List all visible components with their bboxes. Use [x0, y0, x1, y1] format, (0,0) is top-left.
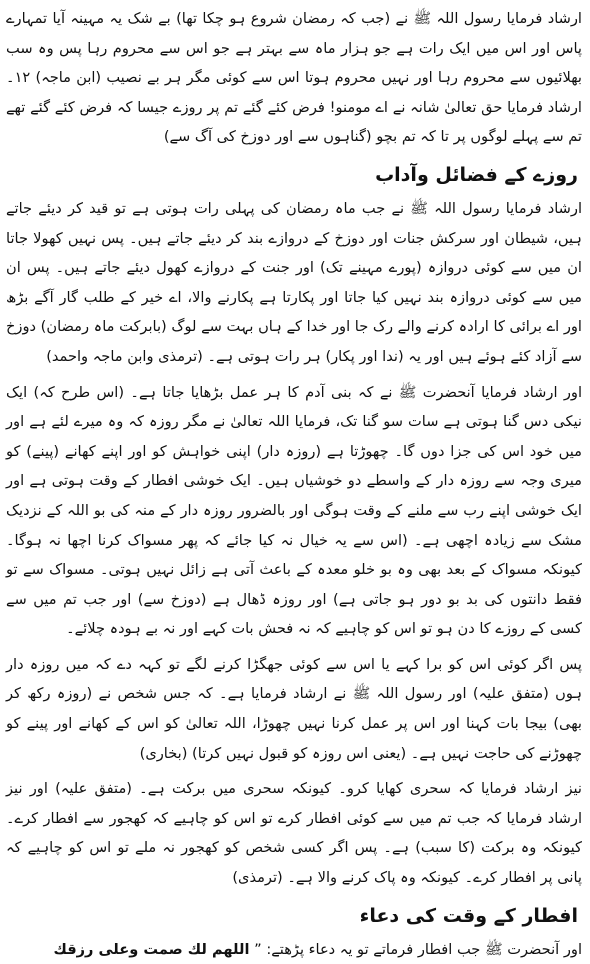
paragraph-gates-of-jannah: ارشاد فرمایا رسول اللہ ﷺ نے جب ماہ رمضان کی پہلی رات ہوتی ہے تو قید کر دیئے جاتے ہیں، شیطان اور سرکش جنات اور دوزخ کے دروازے بند کر دیئے جاتے ہیں۔ پس نہیں کھولا جاتا ان میں سے کوئی دروازہ (پورے مہینے تک) اور جنت کے دروازے کھول دیئے جاتے ہیں۔ پس ان میں سے کوئی دروازہ بند نہیں کیا جاتا اور پکارتا ہے پکارنے والا، اے خیر کے طلب گار آگے بڑھ اور اے برائی کا ارادہ کرنے والے رک جا اور خدا کے ہاں بہت سے لوگ (بابرکت ماہ رمضان) دوزخ سے آزاد کئے ہوئے ہیں اور یہ (ندا اور پکار) ہر رات ہوتی ہے۔ (ترمذی وابن ماجہ واحمد): [6, 199, 582, 365]
iftar-dua-intro: اور آنحضرت ﷺ جب افطار فرماتے تو یہ دعاء پڑھتے: ”: [254, 940, 582, 958]
heading-iftar-dua: افطار کے وقت کی دعاء: [359, 904, 578, 927]
paragraph-ramadan-night: ارشاد فرمایا رسول اللہ ﷺ نے (جب کہ رمضان شروع ہو چکا تھا) بے شک یہ مہینہ آیا تمہارے پاس اور اس میں ایک رات ہے جو ہزار ماہ سے بہتر ہے جو اس سے محروم رہا پس وہ سب بھلائیوں سے محروم رہا اور نہیں محروم ہوتا اس سے کوئی مگر ہر بے نصیب (ابن ماجہ) ۱۲۔ ارشاد فرمایا حق تعالیٰ شانہ نے اے مومنو! فرض کئے گئے تم پر روزے جیسا کہ فرض کئے گئے تھے تم سے پہلے لوگوں پر تا کہ تم بچو (گناہوں سے اور دوزخ کی آگ سے): [6, 10, 582, 146]
heading-fasting-virtues: روزے کے فضائل وآداب: [375, 163, 578, 186]
paragraph-suhoor-and-iftar: نیز ارشاد فرمایا کہ سحری کھایا کرو۔ کیونکہ سحری میں برکت ہے۔ (متفق علیہ) اور نیز ارشاد فرمایا کہ جب تم میں سے کوئی افطار کرے تو اس کو چاہیے کہ کھجور سے افطار کرے۔ کیونکہ وہ برکت (کا سبب) ہے۔ پس اگر کسی شخص کو کھجور نہ ملے تو اس کو چاہیے کہ پانی پر افطار کرے۔ کیونکہ وہ پاک کرنے والا ہے۔ (ترمذی): [6, 780, 582, 887]
paragraph-say-i-am-fasting: پس اگر کوئی اس کو برا کہے یا اس سے کوئی جھگڑا کرنے لگے تو کہہ دے کہ میں روزہ دار ہوں (متفق علیہ) اور رسول اللہ ﷺ نے ارشاد فرمایا ہے۔ کہ جس شخص نے (روزہ رکھ کر بھی) بیجا بات کہنا اور اس پر عمل کرنا نہیں چھوڑا، اللہ تعالیٰ کو اس کے کھانے اور پینے کو چھوڑنے کی حاجت نہیں ہے۔ (یعنی اس روزہ کو قبول نہیں کرتا) (بخاری): [6, 655, 582, 762]
iftar-dua-arabic: اللهم لك صمت وعلى رزقك: [53, 940, 250, 958]
paragraph-iftar-dua: [6, 935, 582, 964]
paragraph-reward-of-fasting: اور ارشاد فرمایا آنحضرت ﷺ نے کہ بنی آدم کا ہر عمل بڑھایا جاتا ہے۔ (اس طرح کہ) ایک نیکی دس گنا ہوتی ہے سات سو گنا تک، فرمایا اللہ تعالیٰ نے مگر روزہ کہ وہ میرے لئے ہے اور میں خود اس کی جزا دوں گا۔ چھوڑتا ہے (روزہ دار) اپنی خواہش کو اور اپنے کھانے (پینے) کو میری وجہ سے روزہ دار کے واسطے دو خوشیاں ہیں۔ ایک خوشی افطار کے وقت ہوتی ہے اور ایک خوشی اپنے رب سے ملنے کے وقت ہوگی اور بالضرور روزہ دار کے منہ کی بو اللہ کے نزدیک مشک سے زیادہ اچھی ہے۔ (اس سے یہ خیال نہ کیا جائے کہ پھر مسواک کرنا اچھا نہ ہوگا۔ کیونکہ مسواک کے بعد بھی وہ بو خلو معدہ کے باعث آتی ہے زائل نہیں ہوتی۔ مسواک سے تو فقط دانتوں کی بد بو دور ہو جاتی ہے) اور روزہ ڈھال ہے (دوزخ سے) اور جب تم میں سے کسی کے روزے کا دن ہو تو اس کو چاہیے کہ نہ فحش بات کہے اور نہ بے ہودہ چلائے۔: [6, 383, 582, 638]
